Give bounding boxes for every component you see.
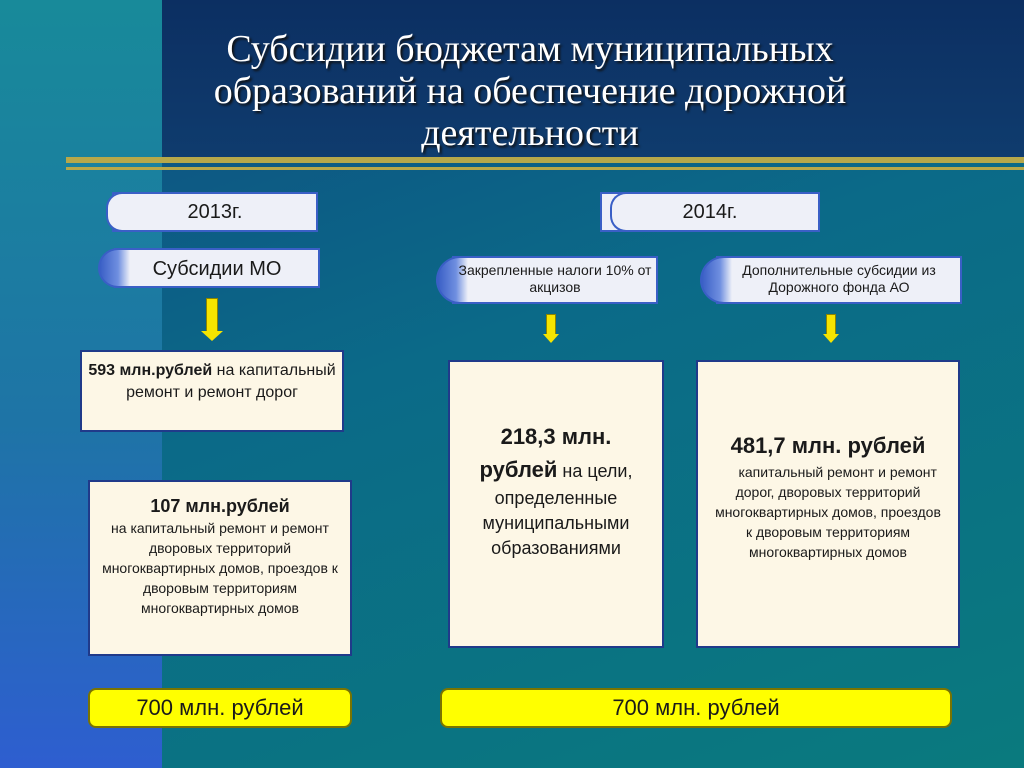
tab-hook: [700, 256, 732, 304]
card-481-amount: 481,7 млн. рублей: [730, 433, 926, 458]
arrow-down-icon: [541, 314, 561, 344]
card-107: [88, 480, 352, 656]
year-2014-label: 2014г.: [682, 201, 738, 223]
card-593: [80, 350, 344, 432]
tab-hook: [610, 192, 626, 232]
subsidy-mo-tab: [114, 248, 320, 288]
card-593-text: на капитальный ремонт и ремонт дорог: [126, 362, 336, 401]
card-218: [448, 360, 664, 648]
source-excise-tab: [452, 256, 658, 304]
card-218-text: на цели, определенные муниципальными образованиями: [482, 461, 633, 558]
title-rule-thin: [66, 167, 1024, 170]
year-2014-tab: [600, 192, 820, 232]
card-481-prefix: на: [719, 464, 735, 480]
year-2013-label: 2013г.: [187, 201, 243, 223]
arrow-down-icon: [200, 298, 224, 344]
card-107-text: на капитальный ремонт и ремонт дворовых территорий многоквартирных домов, проездов к дворовым территориям многоквартирных домов: [102, 520, 338, 616]
card-218-amount: 218,3 млн. рублей: [479, 424, 612, 482]
arrow-down-icon: [821, 314, 841, 344]
card-481: [696, 360, 960, 648]
card-107-amount: 107 млн.рублей: [150, 496, 290, 516]
total-2014: 700 млн. рублей: [440, 688, 952, 728]
card-593-amount: 593 млн.рублей: [88, 362, 213, 379]
tab-hook: [98, 248, 130, 288]
source-fund-tab: [716, 256, 962, 304]
title-rule: [66, 157, 1024, 163]
source-fund-label: Дополнительные субсидии из Дорожного фонда АО: [742, 262, 936, 295]
source-excise-label: Закрепленные налоги 10% от акцизов: [458, 262, 652, 295]
subsidy-mo-label: Субсидии МО: [152, 258, 282, 280]
total-2013: 700 млн. рублей: [88, 688, 352, 728]
slide-title: Субсидии бюджетам муниципальных образований на обеспечение дорожной деятельности: [213, 28, 847, 154]
year-2013-tab: [112, 192, 318, 232]
card-481-text: капитальный ремонт и ремонт дорог, дворовых территорий многоквартирных домов, проездов к дворовым территориям многоквартирных домов: [715, 464, 941, 560]
